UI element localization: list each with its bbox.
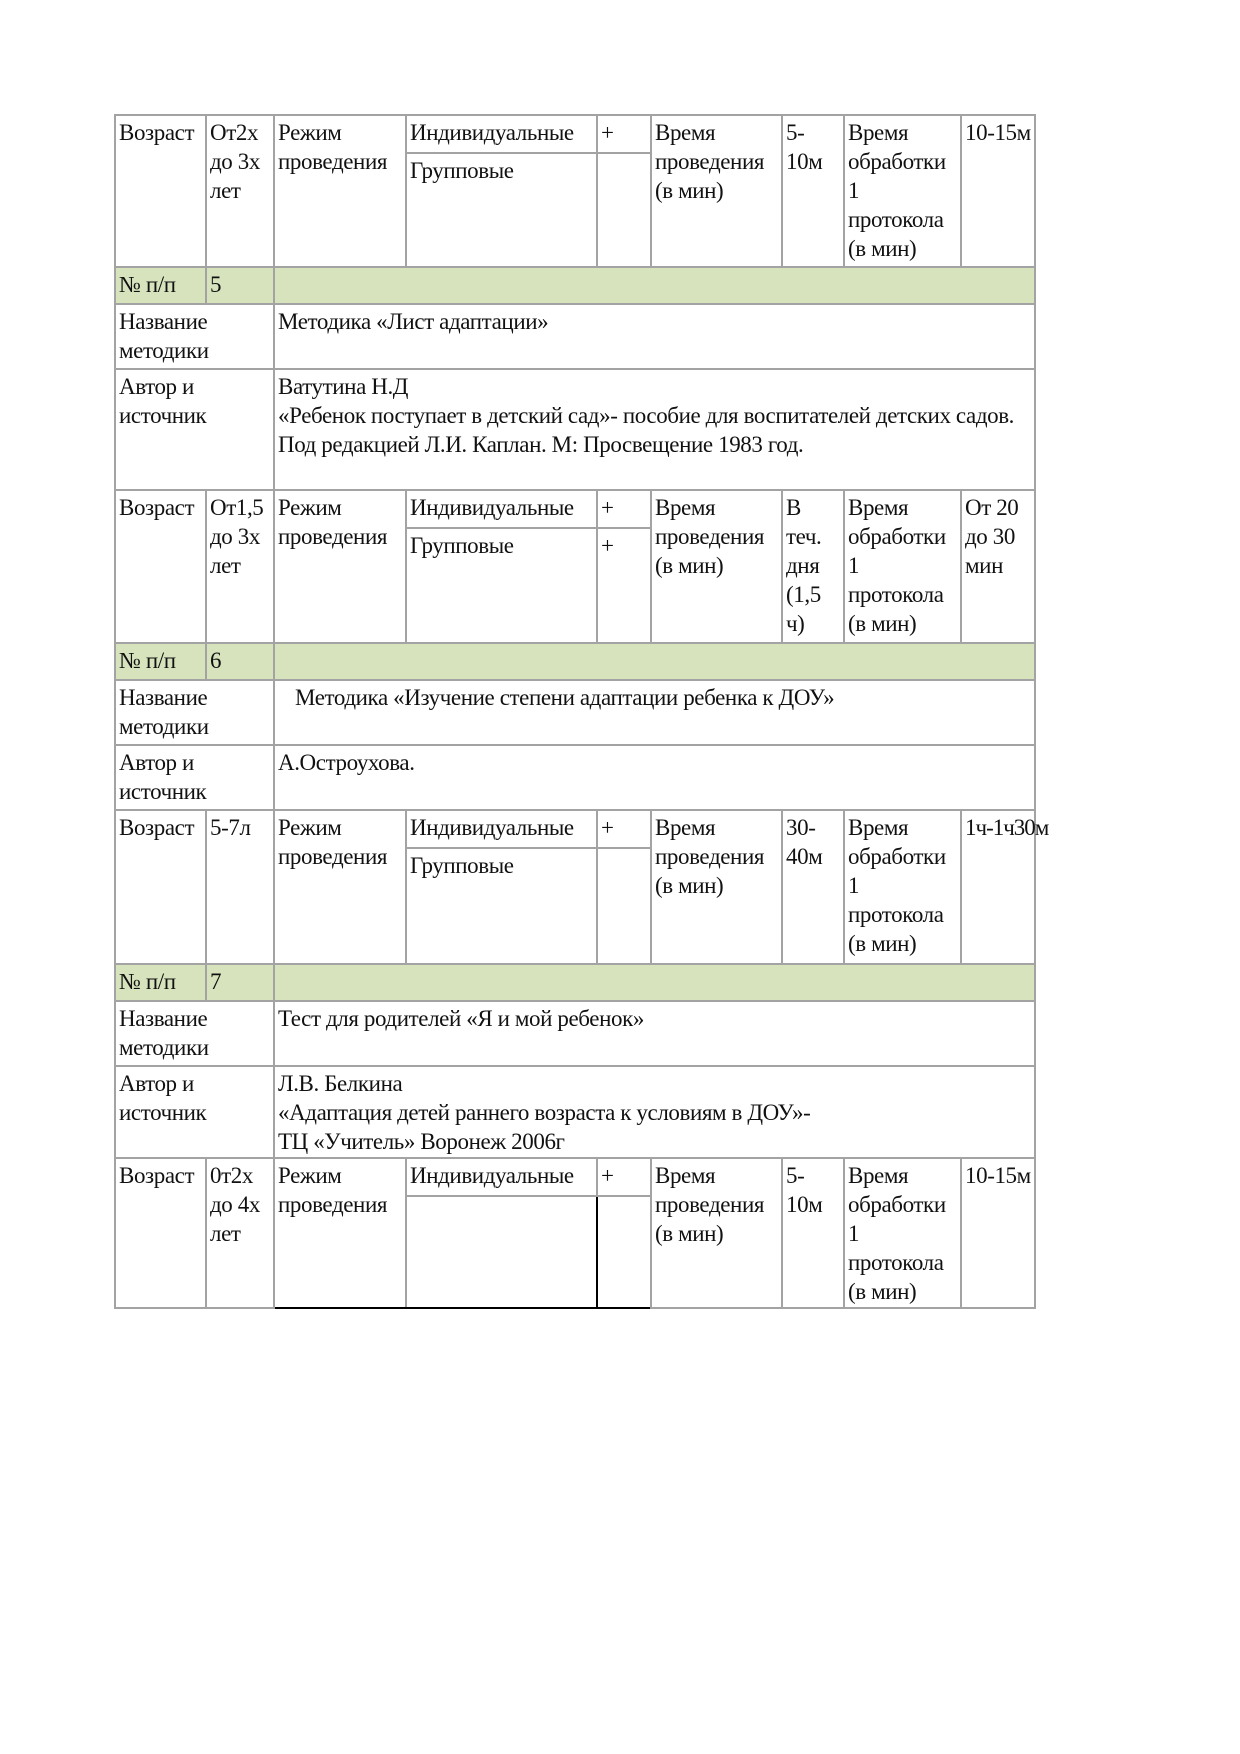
individual-label: Индивидуальные (406, 490, 597, 528)
processing-label: Время обработки 1 протокола (в мин) (844, 490, 961, 643)
number-row (115, 964, 1035, 1001)
number-value: 7 (206, 964, 274, 1001)
author-line: «Ребенок поступает в детский сад»- пособие для воспитателей детских садов. Под редакцией Л.И. Каплан. М: Просвещение 1983 год. (278, 403, 1015, 457)
methods-table (114, 114, 1049, 1309)
processing-label: Время обработки 1 протокола (в мин) (844, 1158, 961, 1308)
author-line: «Адаптация детей раннего возраста к условиям в ДОУ»- (278, 1100, 811, 1125)
processing-label: Время обработки 1 протокола (в мин) (844, 810, 961, 964)
author-line: Л.В. Белкина (278, 1071, 403, 1096)
age-label: Возраст (115, 490, 206, 643)
processing-value (961, 810, 1049, 964)
author-line: Ватутина Н.Д (278, 374, 409, 399)
duration-label: Время проведения (в мин) (651, 1158, 782, 1308)
group-label: Групповые (406, 153, 597, 267)
individual-mark: + (597, 115, 651, 153)
group-label: Групповые (406, 848, 597, 964)
name-value: Методика «Лист адаптации» (274, 304, 1035, 369)
age-row (115, 1158, 1035, 1196)
age-value: 5-7л (206, 810, 274, 964)
name-row (115, 680, 1035, 745)
group-mark: + (597, 528, 651, 643)
duration-label: Время проведения (в мин) (651, 490, 782, 643)
individual-label: Индивидуальные (406, 810, 597, 848)
group-label: Групповые (406, 528, 597, 643)
processing-value-text: 1ч-1ч30м (965, 815, 1049, 840)
duration-value: 5-10м (782, 115, 844, 267)
number-label: № п/п (115, 964, 206, 1001)
duration-value: В теч. дня (1,5 ч) (782, 490, 844, 643)
processing-value: 10-15м (961, 115, 1035, 267)
author-value (274, 1066, 1035, 1158)
age-value: От2х до 3х лет (206, 115, 274, 267)
author-label: Автор и источник (115, 369, 274, 490)
duration-value: 30-40м (782, 810, 844, 964)
mode-label: Режим проведения (274, 1158, 406, 1308)
name-value: Тест для родителей «Я и мой ребенок» (274, 1001, 1035, 1066)
mode-label: Режим проведения (274, 490, 406, 643)
name-label: Название методики (115, 1001, 274, 1066)
number-row (115, 267, 1035, 304)
individual-mark: + (597, 810, 651, 848)
number-row (115, 643, 1035, 680)
processing-value: От 20 до 30 мин (961, 490, 1035, 643)
individual-label: Индивидуальные (406, 1158, 597, 1196)
mode-label: Режим проведения (274, 115, 406, 267)
individual-label: Индивидуальные (406, 115, 597, 153)
duration-label: Время проведения (в мин) (651, 115, 782, 267)
number-label: № п/п (115, 643, 206, 680)
age-value: 0т2х до 4х лет (206, 1158, 274, 1308)
author-label: Автор и источник (115, 745, 274, 810)
age-label: Возраст (115, 1158, 206, 1308)
author-row (115, 1066, 1035, 1158)
age-label: Возраст (115, 810, 206, 964)
group-cell-empty (406, 1196, 597, 1308)
number-value: 5 (206, 267, 274, 304)
number-label: № п/п (115, 267, 206, 304)
age-row (115, 810, 1035, 848)
age-label: Возраст (115, 115, 206, 267)
age-row (115, 490, 1035, 528)
name-row (115, 304, 1035, 369)
age-row (115, 115, 1035, 153)
author-label: Автор и источник (115, 1066, 274, 1158)
group-mark (597, 848, 651, 964)
author-row (115, 369, 1035, 490)
processing-value: 10-15м (961, 1158, 1035, 1308)
name-row (115, 1001, 1035, 1066)
name-label: Название методики (115, 304, 274, 369)
name-label: Название методики (115, 680, 274, 745)
author-line: ТЦ «Учитель» Воронеж 2006г (278, 1129, 565, 1154)
age-value: От1,5 до 3х лет (206, 490, 274, 643)
group-mark (597, 153, 651, 267)
mode-label: Режим проведения (274, 810, 406, 964)
group-mark (597, 1196, 651, 1308)
name-value: Методика «Изучение степени адаптации ребенка к ДОУ» (274, 680, 1035, 745)
processing-label: Время обработки 1 протокола (в мин) (844, 115, 961, 267)
author-line: А.Остроухова. (278, 750, 415, 775)
author-row (115, 745, 1035, 810)
author-value (274, 745, 1035, 810)
individual-mark: + (597, 1158, 651, 1196)
individual-mark: + (597, 490, 651, 528)
number-value: 6 (206, 643, 274, 680)
duration-value: 5-10м (782, 1158, 844, 1308)
duration-label: Время проведения (в мин) (651, 810, 782, 964)
author-value (274, 369, 1035, 490)
